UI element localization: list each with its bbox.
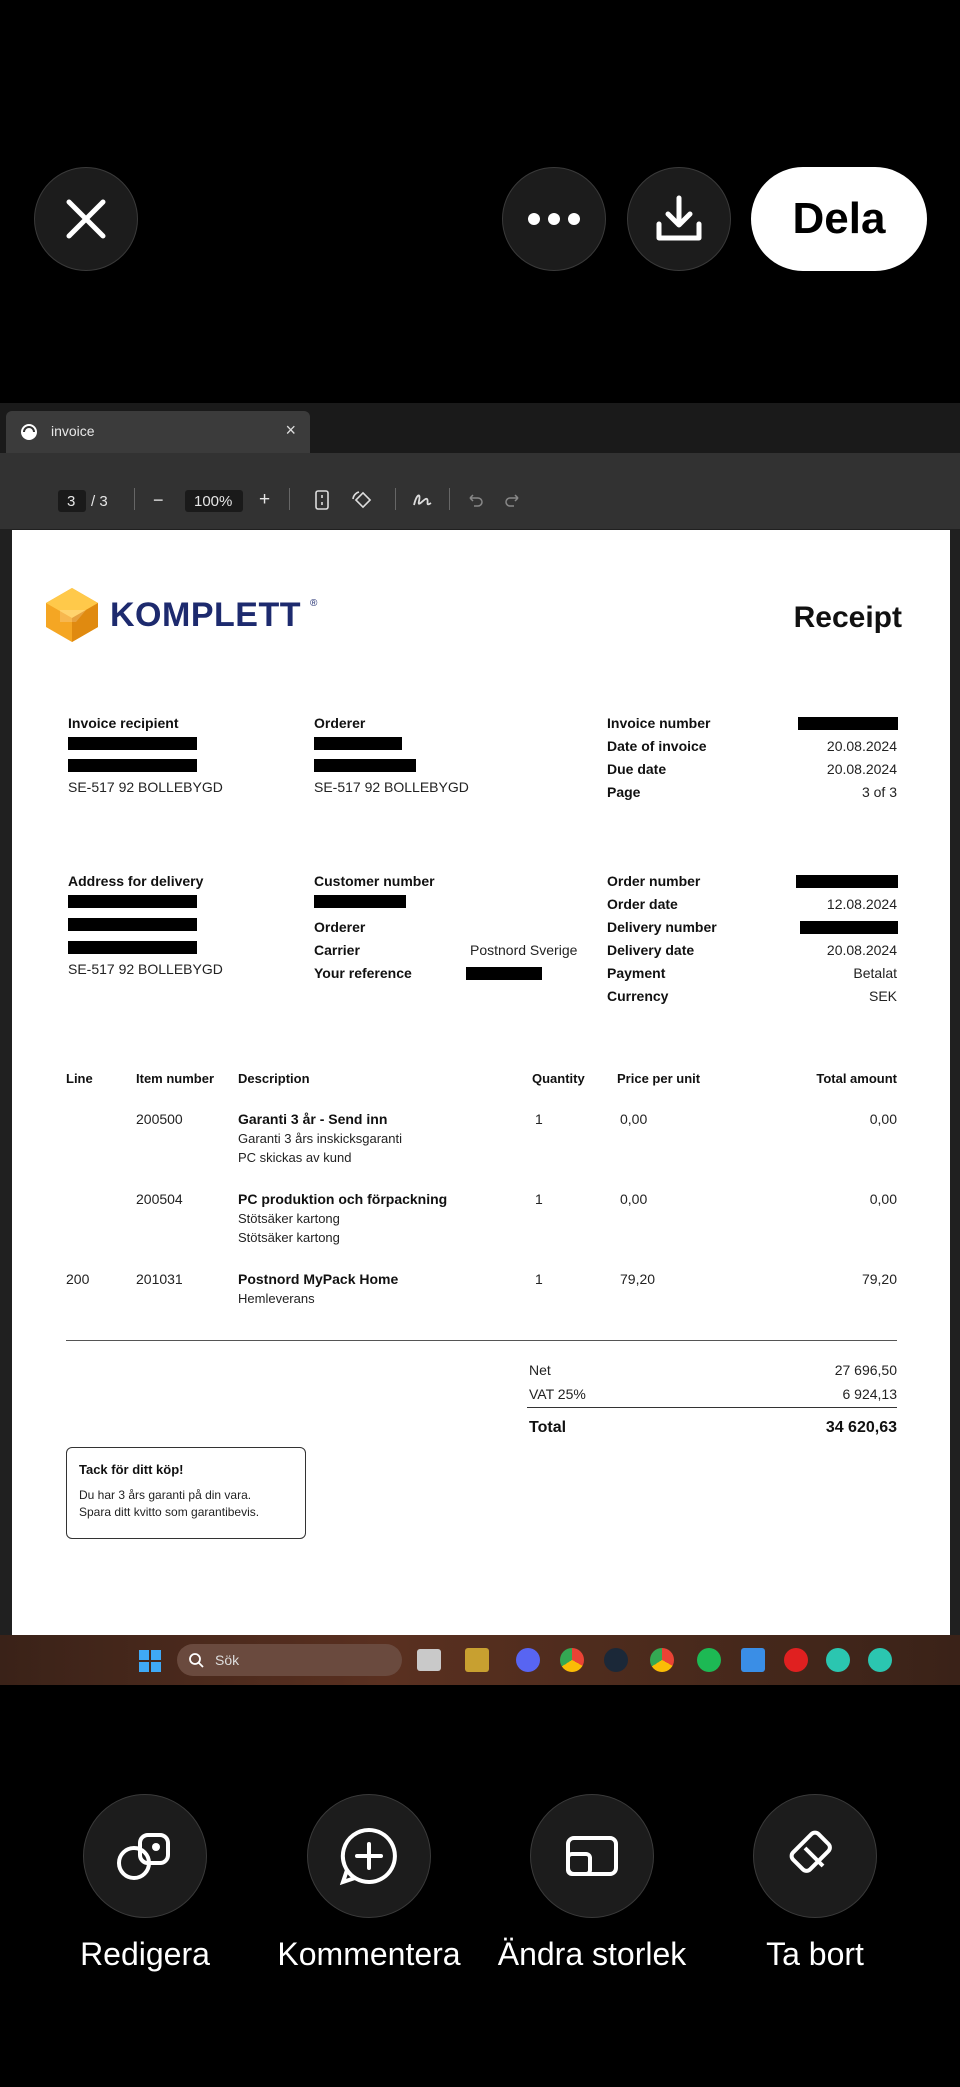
- your-reference-label: Your reference: [314, 965, 412, 981]
- order-date-label: Order date: [607, 896, 678, 912]
- customer-number-label: Customer number: [314, 873, 435, 889]
- divider: [66, 1340, 897, 1341]
- net-value: 27 696,50: [834, 1362, 897, 1378]
- total-value: 34 620,63: [825, 1419, 897, 1436]
- rotate-icon[interactable]: [350, 489, 374, 511]
- edit-button[interactable]: [83, 1794, 207, 1918]
- zoom-level: 100%: [194, 493, 233, 510]
- windows-start-icon[interactable]: [138, 1649, 162, 1673]
- date-of-invoice-label: Date of invoice: [607, 738, 707, 754]
- close-button[interactable]: [34, 167, 138, 271]
- redaction-bar: [798, 717, 898, 730]
- row1-title: Garanti 3 år - Send inn: [238, 1111, 388, 1127]
- redaction-bar: [796, 875, 898, 888]
- notepad-icon[interactable]: [741, 1648, 765, 1672]
- vat-value: 6 924,13: [842, 1386, 897, 1402]
- registered-mark: ®: [310, 598, 318, 609]
- row2-qty: 1: [535, 1191, 543, 1207]
- row3-item: 201031: [136, 1271, 183, 1287]
- row3-total: 79,20: [861, 1271, 897, 1287]
- receipt-title: Receipt: [793, 601, 902, 634]
- carrier-label: Carrier: [314, 942, 360, 958]
- redo-icon[interactable]: [504, 491, 522, 509]
- row2-item: 200504: [136, 1191, 183, 1207]
- due-date: 20.08.2024: [826, 761, 897, 777]
- row3-qty: 1: [535, 1271, 543, 1287]
- browser-tab-bar: [0, 403, 960, 453]
- zoom-out-button[interactable]: −: [153, 490, 164, 510]
- komplett-logo-icon: [46, 588, 98, 642]
- resize-label: Ändra storlek: [497, 1936, 687, 1972]
- net-label: Net: [529, 1362, 551, 1378]
- more-options-button[interactable]: [502, 167, 606, 271]
- discord-icon[interactable]: [516, 1648, 540, 1672]
- delivery-date: 20.08.2024: [826, 942, 897, 958]
- col-item-number: Item number: [136, 1071, 215, 1086]
- edit-label: Redigera: [80, 1936, 210, 1972]
- redaction-bar: [68, 941, 197, 954]
- app-icon: [20, 423, 38, 441]
- spotify-icon[interactable]: [697, 1648, 721, 1672]
- thank-you-note: [66, 1447, 306, 1539]
- redaction-bar: [68, 895, 197, 908]
- order-number-label: Order number: [607, 873, 701, 889]
- row2-total: 0,00: [869, 1191, 897, 1207]
- orderer2-label: Orderer: [314, 919, 366, 935]
- edit-photo-icon: [112, 1823, 178, 1889]
- note-line1: Du har 3 års garanti på din vara.: [79, 1488, 252, 1502]
- row2-sub2: Stötsäker kartong: [238, 1230, 340, 1245]
- download-button[interactable]: [627, 167, 731, 271]
- delivery-city: SE-517 92 BOLLEBYGD: [68, 961, 223, 977]
- search-placeholder: Sök: [215, 1652, 240, 1668]
- note-title: Tack för ditt köp!: [79, 1462, 184, 1477]
- row1-qty: 1: [535, 1111, 543, 1127]
- row1-price: 0,00: [620, 1111, 648, 1127]
- pdf-toolbar: [0, 453, 960, 529]
- resize-icon: [560, 1824, 624, 1888]
- league-client-icon[interactable]: [465, 1648, 489, 1672]
- eraser-icon: [783, 1824, 847, 1888]
- col-line: Line: [66, 1071, 93, 1086]
- erase-label: Ta bort: [766, 1936, 864, 1972]
- orderer-city: SE-517 92 BOLLEBYGD: [314, 779, 469, 795]
- close-icon: [63, 196, 109, 242]
- brand-name: KOMPLETT: [110, 596, 301, 634]
- comment-button[interactable]: [307, 1794, 431, 1918]
- row1-total: 0,00: [869, 1111, 897, 1127]
- orderer-label: Orderer: [314, 715, 366, 731]
- row1-item: 200500: [136, 1111, 183, 1127]
- order-date: 12.08.2024: [826, 896, 897, 912]
- date-of-invoice: 20.08.2024: [826, 738, 897, 754]
- app-icon[interactable]: [826, 1648, 850, 1672]
- tab-close-icon[interactable]: ×: [285, 420, 296, 440]
- row3-line: 200: [66, 1271, 90, 1287]
- delivery-address-label: Address for delivery: [68, 873, 204, 889]
- comment-label: Kommentera: [277, 1936, 461, 1972]
- taskbar-search[interactable]: [177, 1644, 402, 1676]
- carrier-value: Postnord Sverige: [470, 942, 578, 958]
- fit-page-icon[interactable]: [311, 489, 333, 511]
- row3-sub1: Hemleverans: [238, 1291, 315, 1306]
- delivery-number-label: Delivery number: [607, 919, 717, 935]
- redaction-bar: [68, 759, 197, 772]
- chrome-icon[interactable]: [560, 1648, 584, 1672]
- row3-price: 79,20: [620, 1271, 656, 1287]
- redaction-bar: [466, 967, 542, 980]
- undo-icon[interactable]: [466, 491, 484, 509]
- total-label: Total: [529, 1419, 567, 1436]
- payment-value: Betalat: [853, 965, 897, 981]
- resize-button[interactable]: [530, 1794, 654, 1918]
- zoom-in-button[interactable]: +: [259, 489, 271, 510]
- redaction-bar: [314, 737, 402, 750]
- delivery-date-label: Delivery date: [607, 942, 695, 958]
- download-icon: [652, 192, 706, 246]
- screenshot-image: [0, 403, 960, 1685]
- redaction-bar: [314, 759, 416, 772]
- note-line2: Spara ditt kvitto som garantibevis.: [79, 1505, 260, 1519]
- chrome-icon[interactable]: [650, 1648, 674, 1672]
- erase-button[interactable]: [753, 1794, 877, 1918]
- invoice-number-label: Invoice number: [607, 715, 711, 731]
- redaction-bar: [68, 737, 197, 750]
- browser-tab[interactable]: [6, 411, 310, 453]
- add-comment-icon: [337, 1824, 401, 1888]
- app-icon[interactable]: [784, 1648, 808, 1672]
- due-date-label: Due date: [607, 761, 667, 777]
- app-icon[interactable]: [868, 1648, 892, 1672]
- col-quantity: Quantity: [532, 1071, 585, 1086]
- divider: [527, 1407, 897, 1408]
- share-button[interactable]: Dela: [751, 167, 927, 271]
- redaction-bar: [314, 895, 406, 908]
- invoice-recipient-label: Invoice recipient: [68, 715, 179, 731]
- draw-icon[interactable]: [411, 489, 435, 511]
- page-value: 3 of 3: [861, 784, 897, 800]
- steam-icon[interactable]: [604, 1648, 628, 1672]
- row1-sub2: PC skickas av kund: [238, 1150, 352, 1165]
- currency-label: Currency: [607, 988, 669, 1004]
- redaction-bar: [68, 918, 197, 931]
- page-current: 3: [67, 493, 76, 510]
- page-label: Page: [607, 784, 641, 800]
- page-total: / 3: [91, 493, 108, 510]
- row3-title: Postnord MyPack Home: [238, 1271, 399, 1287]
- task-view-icon[interactable]: [417, 1649, 441, 1671]
- search-icon: [188, 1652, 204, 1668]
- more-dots-icon: [527, 212, 581, 226]
- tab-title: invoice: [51, 423, 95, 439]
- vat-label: VAT 25%: [529, 1386, 586, 1402]
- invoice-page: [12, 530, 950, 1635]
- col-description: Description: [238, 1071, 310, 1086]
- col-price-per-unit: Price per unit: [617, 1071, 701, 1086]
- row2-title: PC produktion och förpackning: [238, 1191, 448, 1207]
- col-total-amount: Total amount: [816, 1071, 897, 1086]
- row1-sub1: Garanti 3 års inskicksgaranti: [238, 1131, 403, 1146]
- currency-value: SEK: [868, 988, 897, 1004]
- redaction-bar: [800, 921, 898, 934]
- windows-taskbar: [0, 1635, 960, 1685]
- row2-sub1: Stötsäker kartong: [238, 1211, 340, 1226]
- row2-price: 0,00: [620, 1191, 648, 1207]
- payment-label: Payment: [607, 965, 666, 981]
- recipient-city: SE-517 92 BOLLEBYGD: [68, 779, 223, 795]
